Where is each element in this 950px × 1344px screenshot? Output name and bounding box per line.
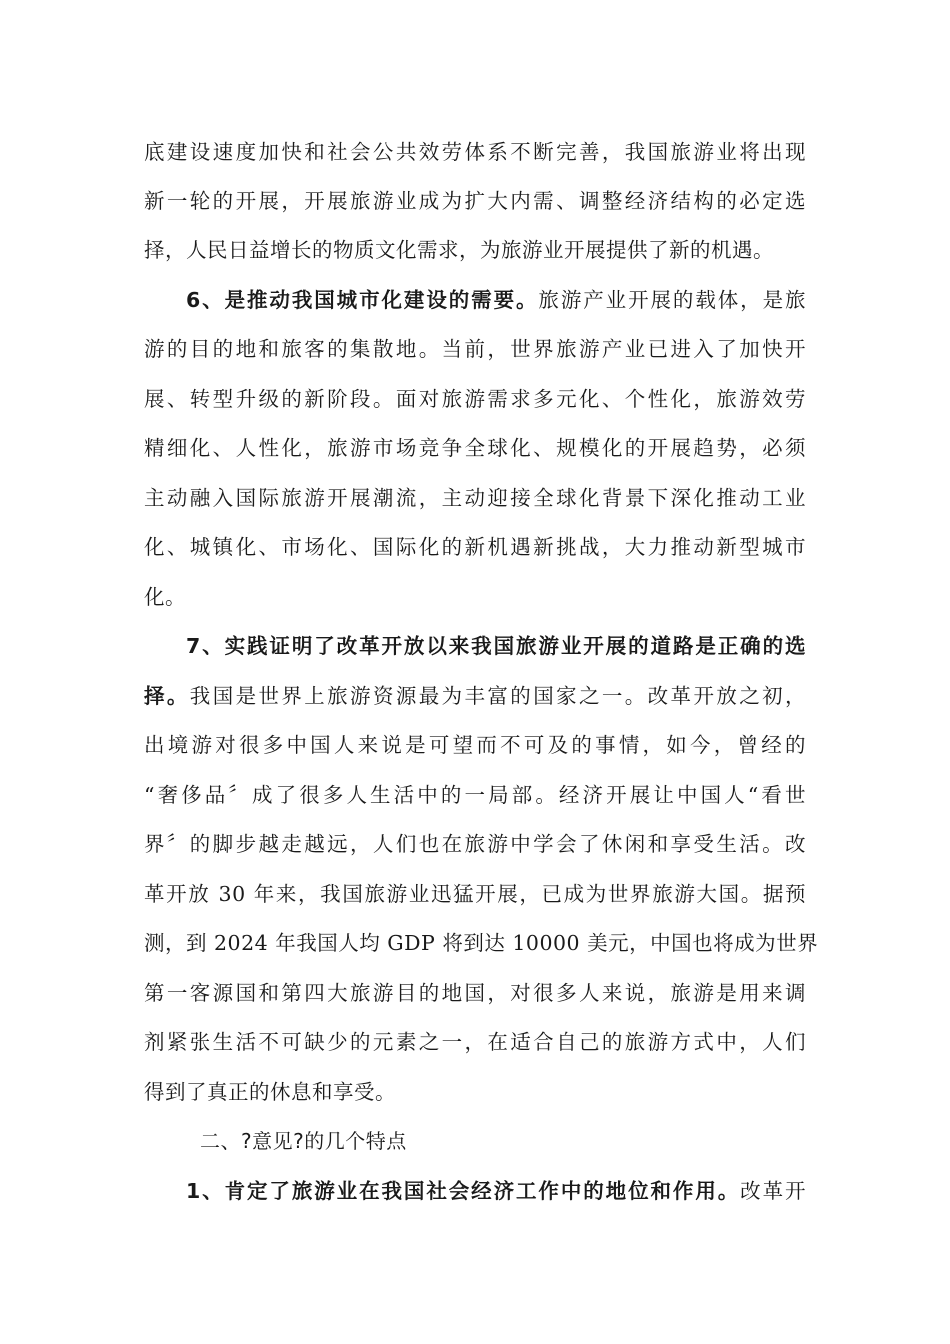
section-2-point-1-bold-lead: 1、肯定了旅游业在我国社会经济工作中的地位和作用。	[186, 1179, 741, 1203]
point-6-first-line	[186, 283, 806, 317]
section-2-point-1-line	[186, 1174, 806, 1208]
text-line: 游的目的地和旅客的集散地。当前，世界旅游产业已进入了加快开	[144, 337, 806, 361]
point-7-second-line-rest: 我国是世界上旅游资源最为丰富的国家之一。改革开放之初，	[189, 684, 807, 708]
section-2-point-1-rest: 改革开	[740, 1179, 807, 1203]
text-line: 择，人民日益增长的物质文化需求，为旅游业开展提供了新的机遇。	[144, 238, 774, 262]
text-line: 界〞的脚步越走越远，人们也在旅游中学会了休闲和享受生活。改	[144, 832, 806, 856]
point-7-second-line	[144, 679, 806, 713]
text-line: 新一轮的开展，开展旅游业成为扩大内需、调整经济结构的必定选	[144, 189, 806, 213]
text-line: 化。	[144, 585, 186, 609]
text-line: 第一客源国和第四大旅游目的地国，对很多人来说，旅游是用来调	[144, 981, 806, 1005]
text-line: 出境游对很多中国人来说是可望而不可及的事情，如今，曾经的	[144, 733, 806, 757]
text-line: 测，到 2024 年我国人均 GDP 将到达 10000 美元，中国也将成为世界	[144, 931, 819, 955]
point-7-bold-lead: 择。	[144, 684, 190, 708]
text-line: 剂紧张生活不可缺少的元素之一，在适合自己的旅游方式中，人们	[144, 1030, 806, 1054]
text-line: “奢侈品〞成了很多人生活中的一局部。经济开展让中国人“看世	[144, 783, 806, 807]
text-line: 革开放 30 年来，我国旅游业迅猛开展，已成为世界旅游大国。据预	[144, 882, 806, 906]
text-line: 得到了真正的休息和享受。	[144, 1080, 396, 1104]
text-line: 精细化、人性化，旅游市场竞争全球化、规模化的开展趋势，必须	[144, 436, 806, 460]
text-line: 化、城镇化、市场化、国际化的新机遇新挑战，大力推动新型城市	[144, 535, 806, 559]
point-6-bold-lead: 6、是推动我国城市化建设的需要。	[186, 288, 539, 312]
section-heading: 二、?意见?的几个特点	[200, 1129, 407, 1153]
text-line: 底建设速度加快和社会公共效劳体系不断完善，我国旅游业将出现	[144, 140, 806, 164]
point-7-bold-line: 7、实践证明了改革开放以来我国旅游业开展的道路是正确的选	[186, 634, 806, 658]
text-line: 展、转型升级的新阶段。面对旅游需求多元化、个性化，旅游效劳	[144, 387, 806, 411]
text-line: 主动融入国际旅游开展潮流，主动迎接全球化背景下深化推动工业	[144, 486, 806, 510]
point-6-first-line-rest: 旅游产业开展的载体，是旅	[538, 288, 806, 312]
